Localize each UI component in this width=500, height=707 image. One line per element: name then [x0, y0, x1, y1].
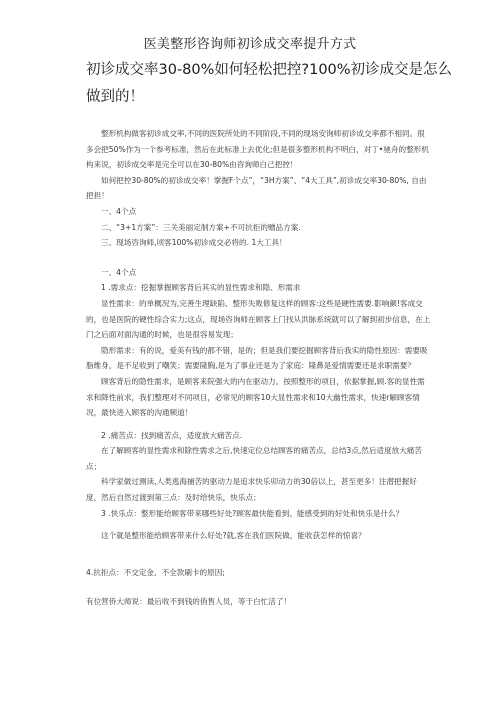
headline-line-1: 初诊成交率30-80%如何轻松把控?100%初诊成交是怎么: [86, 62, 453, 78]
point-3-body: 这个就是整形能给顾客带来什么好处?就,客在我们医院做，能收获怎样的惊喜？: [101, 531, 366, 541]
article-body: [86, 126, 431, 610]
paragraph-intro-2: 如何把控30-80%的初诊成交率！掌握F个点”，“3H方案”、“4大工具”,初诊成交率30-80%, 自由把担！: [86, 175, 427, 201]
point-3-heading: 3 .快乐点：整形能给顾客带来哪些好处?顾客最快能看到、能感受到的好处和快乐是什么？: [101, 508, 404, 518]
headline-line-2: 做到的！: [86, 89, 144, 105]
point-1-implicit-needs: 隐形需求：有的说，爱美有钱的都不错，是的；但是我们要挖掘顾客背后我实的隐性原因：需要吸脂维身，是不足收到了嘲笑；需要隆胸,是为了事业还是为了家庭：隆鼻是爱情需要还是求职需要？: [86, 345, 428, 371]
toc-item-3: 三、现场咨询师,顷客100%初诊成交必将的. 1大工具！: [101, 238, 287, 248]
point-2-heading: 2 .痛苦点：找到痛苦点，适度放大痛苦点.: [101, 430, 243, 440]
headline: [86, 57, 453, 111]
spacer: [86, 421, 431, 428]
page-title: 医美整形咨询师初诊成交率提升方式: [143, 37, 357, 52]
point-2-body-2: 科学家做过测读,人类逃海捕苦的驱动力是追求快乐卯动力的30倍以上，甚至更多！注潜把握好度，然后自然过渡到第三点：及时给快乐，快乐点；: [86, 477, 417, 503]
spacer: [86, 580, 431, 594]
spacer: [86, 251, 431, 265]
spacer: [86, 544, 431, 565]
point-4-body: 有位营侨大师说：最后收不到钱的俏售人员，等于白忙活了！: [86, 597, 292, 607]
toc-item-1: 一、4个点: [101, 206, 137, 216]
point-1-explicit-needs: 显性需求：的单概况为,完善生理缺陷、整形失败修复这样的顾客:这些是硬性需要.影响颜!客成交的，也是医院的硬性综合实力;这点，现场咨询师在顾客上门找从洪脉系统就可以了解到初步信息，在上门之后面对面沟通的时候，也是很容易发现；: [86, 298, 431, 340]
toc-item-2: 二、“3+1方案”：三关美丽定制方案+不可抗拒的赠品方案.: [101, 222, 301, 232]
point-2-body-1: 在了解顾客的显性需求和除性需求之后,快速定位总结顾客的痛苦点，总结3点,然后适度放大痛苦点；: [86, 446, 422, 471]
spacer: [86, 521, 431, 528]
point-1-heading: 1 .需求点：挖掘掌握顾客背后其实的显性需求和隐、形需求: [101, 283, 301, 293]
paragraph-intro-1: 整形机构做客初诊成交率,不同的医院所处的不同阶段,不同的现场安询师初诊成交率都不相同。很多会把50%作为一个参考标准，然后在此标准上去优化;但是很多整形机构不明白，对丁•驰舟的整形机构来说，初诊成交率是完全可以在30-80%由咨询师白己把控！: [86, 129, 429, 170]
point-4-heading: 4.抗拒点：不交定金、不全款刷卡的原因;: [86, 567, 225, 577]
point-1-summary: 顾客背后的隐性需求，是顾客来院强大的内在驱动力。按照整形的项目，依据掌握,顾.客的显性需求和降性前求，我们整理对不同项目，必常见的顾客10大显性需求和10大幽性需求，快速r解顾客情况，最快进入顾客的沟通频道！: [86, 376, 425, 418]
section-heading-1: 一、4个点: [101, 267, 137, 277]
